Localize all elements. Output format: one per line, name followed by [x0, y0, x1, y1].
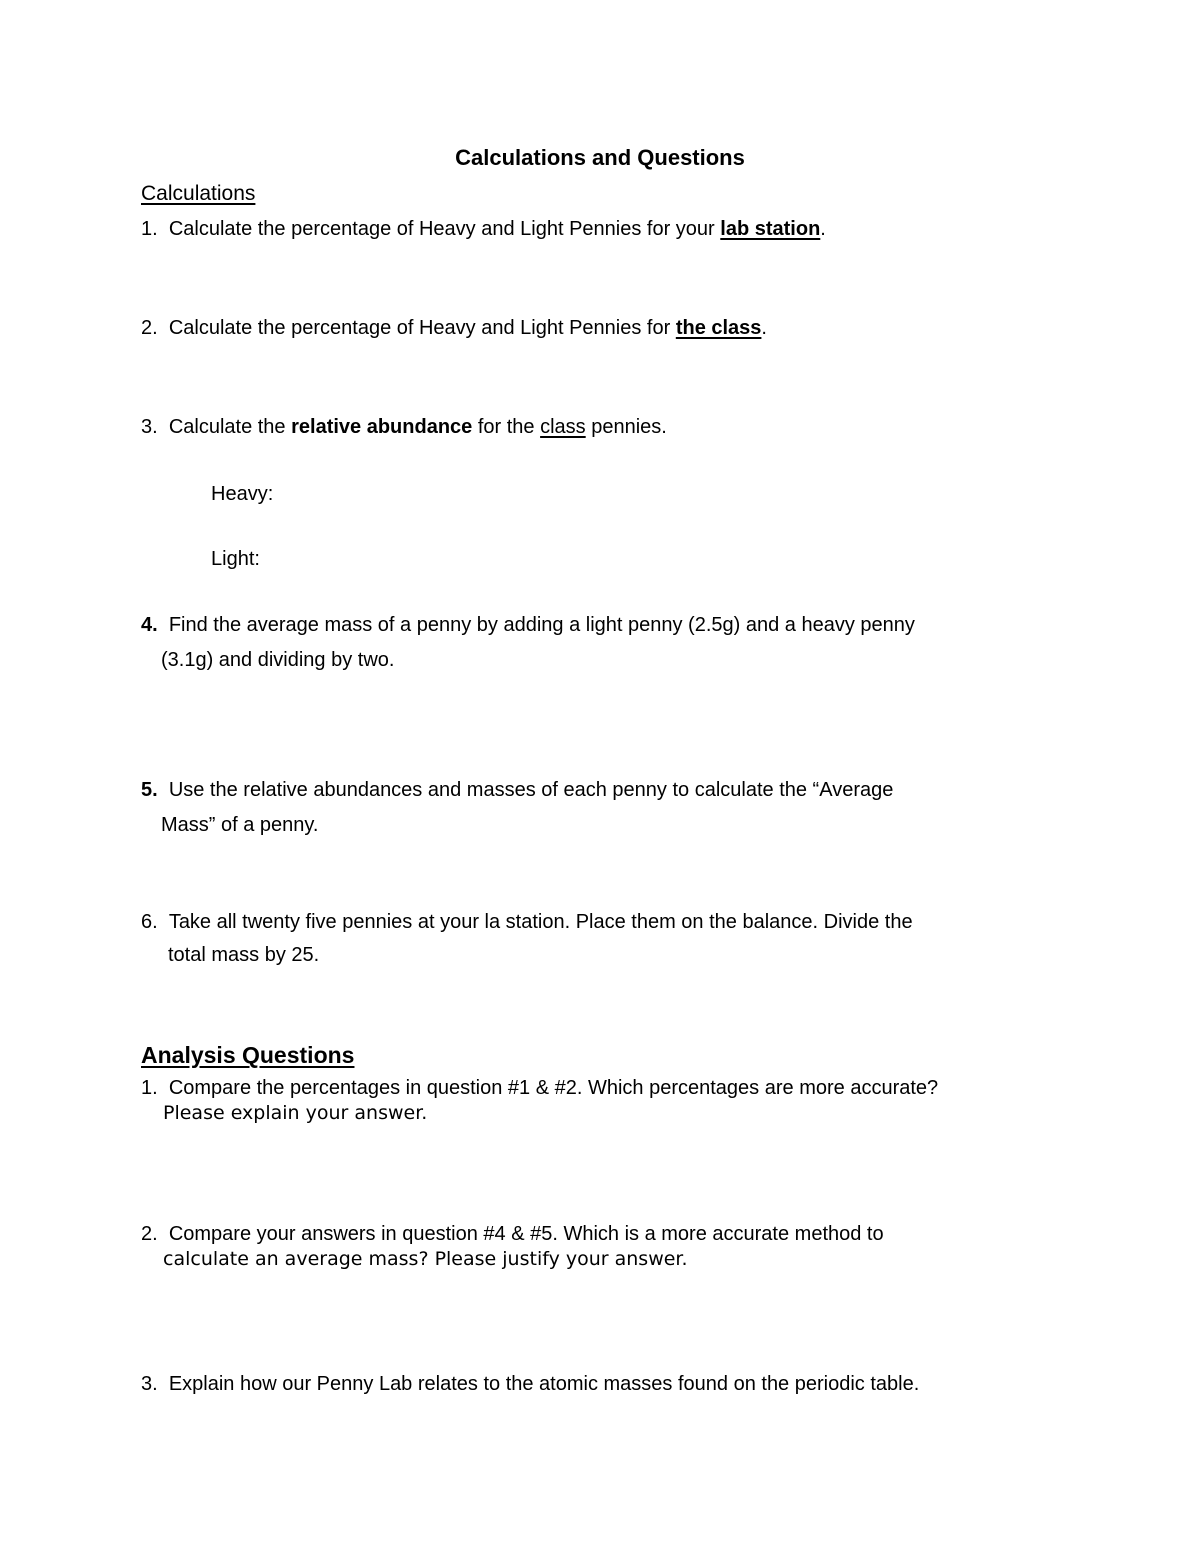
calc-question-6 — [141, 910, 913, 934]
question-text-end: pennies. — [585, 416, 667, 438]
emphasis-text: the class — [675, 317, 762, 339]
page-title: Calculations and Questions — [455, 145, 745, 170]
question-text: Explain how our Penny Lab relates to the atomic masses found on the periodic table. — [168, 1373, 920, 1395]
calc-question-6-continued: total mass by 25. — [168, 944, 320, 966]
calc-question-5-continued: Mass” of a penny. — [161, 814, 319, 836]
question-number: 1. — [141, 1077, 158, 1099]
question-text: Use the relative abundances and masses of each penny to calculate the “Average — [168, 779, 894, 801]
question-text-end: . — [820, 218, 826, 240]
question-text: Calculate the percentage of Heavy and Light Pennies for your — [168, 218, 721, 240]
question-number: 4. — [141, 614, 158, 636]
question-number: 2. — [141, 1223, 158, 1245]
calculations-heading: Calculations — [141, 182, 256, 205]
calc-question-4-continued: (3.1g) and dividing by two. — [161, 649, 395, 671]
emphasis-text: lab station — [720, 218, 821, 240]
question-text: Find the average mass of a penny by adding a light penny (2.5g) and a heavy penny — [168, 614, 915, 636]
question-text-mid: for the — [472, 416, 541, 438]
calc-question-4 — [141, 613, 915, 637]
question-number: 5. — [141, 779, 158, 801]
question-text: Calculate the percentage of Heavy and Light Pennies for — [168, 317, 676, 339]
analysis-question-2-continued: calculate an average mass? Please justify your answer. — [163, 1248, 688, 1270]
analysis-question-2 — [141, 1222, 884, 1246]
calc-question-3 — [141, 415, 667, 439]
bold-text: relative abundance — [291, 416, 473, 438]
calc-question-5 — [141, 778, 893, 802]
question-number: 1. — [141, 218, 158, 240]
question-text: Compare the percentages in question #1 & #2. Which percentages are more accurate? — [168, 1077, 939, 1099]
analysis-question-1 — [141, 1076, 938, 1100]
calc-question-1 — [141, 217, 826, 241]
analysis-question-1-continued: Please explain your answer. — [163, 1102, 428, 1124]
heavy-label: Heavy: — [211, 483, 274, 505]
question-number: 2. — [141, 317, 158, 339]
question-number: 3. — [141, 1373, 158, 1395]
light-label: Light: — [211, 548, 260, 570]
analysis-question-3 — [141, 1372, 919, 1396]
analysis-heading: Analysis Questions — [141, 1042, 355, 1068]
question-text-end: . — [761, 317, 767, 339]
question-number: 6. — [141, 911, 158, 933]
question-text: Compare your answers in question #4 & #5. Which is a more accurate method to — [168, 1223, 884, 1245]
question-text: Take all twenty five pennies at your la station. Place them on the balance. Divide the — [168, 911, 913, 933]
underlined-text: class — [540, 416, 586, 438]
calc-question-2 — [141, 316, 767, 340]
question-text: Calculate the — [168, 416, 292, 438]
question-number: 3. — [141, 416, 158, 438]
